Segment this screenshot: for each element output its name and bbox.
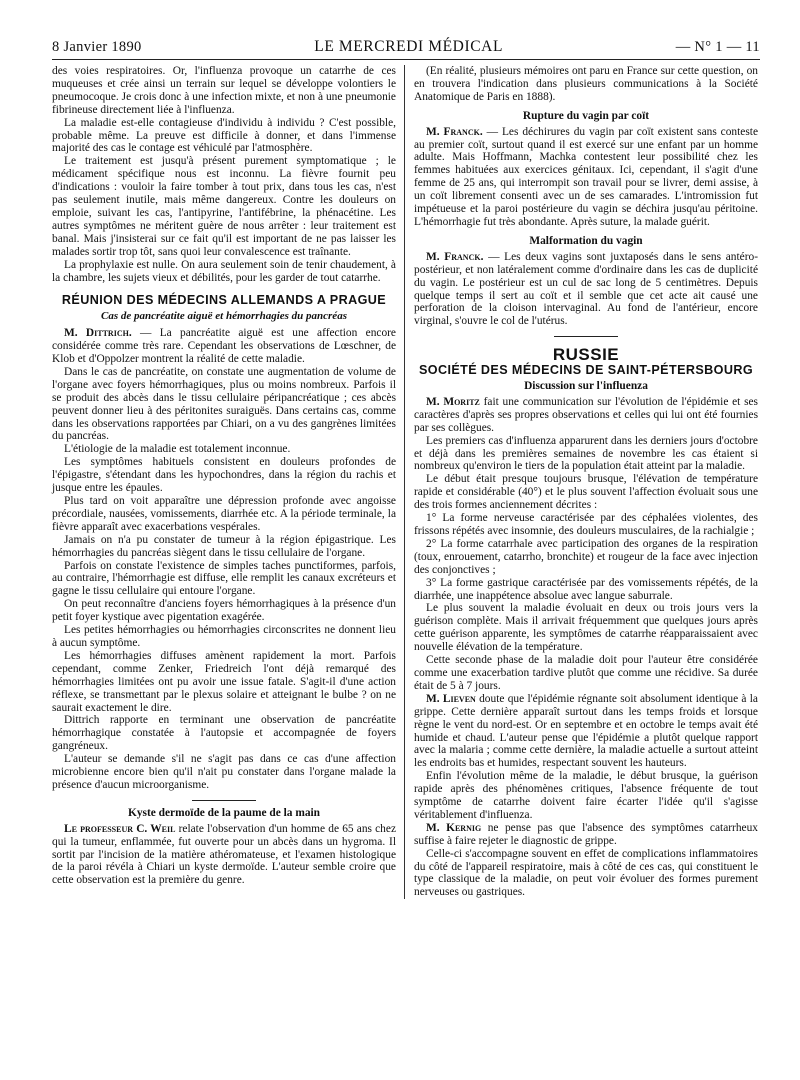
paragraph: 3° La forme gastrique caractérisée par des vomissements répétés, de la diarrhée, une inappétence absolue avec langue saburrale. [414,576,758,602]
paragraph: Le plus souvent la maladie évoluait en deux ou trois jours vers la guérison complète. Mais il arrivait fréquemment que quelques jours après cette guérison apparente, les symptômes de catarrhe réapparaissaient avec nouvelle élévation de la température. [414,602,758,654]
paragraph: L'auteur se demande s'il ne s'agit pas dans ce cas d'une affection microbienne encore bien qu'il n'ait pu constater dans l'organe malade la présence d'aucun microorganisme. [52,753,396,791]
paragraph: La prophylaxie est nulle. On aura seulement soin de tenir chaudement, à la chambre, les sujets vieux et débilités, pour les garder de tout catarrhe. [52,258,396,284]
running-header [52,38,760,60]
subheading-discussion: Discussion sur l'influenza [524,380,648,393]
header-journal-title: LE MERCREDI MÉDICAL [314,38,504,55]
paragraph-text: relate l'observation d'un homme de 65 ans chez qui la tumeur, enflammée, fut ouverte pour un abcès dans un hygroma. Il sortit par l'incision de la matière athéromateuse, et l'examen histologique de la paroi révéla à Chiari un kyste dermoïde. L'auteur semble croire que cette observation est la première du genre. [52,822,396,887]
paragraph [52,327,396,366]
right-column [404,65,758,899]
subheading-pancreatite: Cas de pancréatite aiguë et hémorrhagies du pancréas [101,310,347,323]
paragraph: Les hémorrhagies diffuses amènent rapidement la mort. Parfois cependant, comme Zenker, Friedreich l'ont déjà remarqué des hémorrhagies limitées ont pu avoir une issue fatale. S'agit-il d'une action réflexe, se transmettant par le plexus solaire et atteignant le bulbe ? on ne saurait exactement le dire. [52,649,396,714]
country-heading: RUSSIE [552,345,620,365]
paragraph: des voies respiratoires. Or, l'influenza provoque un catarrhe de ces muqueuses et crée ainsi un terrain sur lequel se développe volontiers le pneumocoque. Je crois donc à une infection mixte, et non à une pneumonie fibrineuse directement liée à l'influenza. [52,65,396,116]
paragraph-text: — Les deux vagins sont juxtaposés dans le sens antéro-postérieur, et non latéralement comme d'ordinaire dans les cas de duplicité du vagin. Le postérieur est un cul de sac long de 5 centimètres. Depuis quelque temps il sert au coït et il semble que cet acte ait causé une perforation de la cloison intervaginal. Au fond de l'antérieur, encore virginal, s'ouvre le col de l'utérus. [414,250,758,328]
paragraph [414,396,758,435]
paragraph: Dans le cas de pancréatite, on constate une augmentation de volume de l'organe avec foyers hémorrhagiques, plus ou moins nombreux. Parfois il se produit des abcès dans le tissu cellulaire péripancréatique ; ces abcès peuvent donner lieu à des péritonites suraiguës. Dans certains cas, comme dans les observations rapportées par Chiari, on a vu des gangrènes limitées du pancréas. [52,365,396,443]
paragraph: Le traitement est jusqu'à présent purement symptomatique ; le médicament spécifique nous est inconnu. La fièvre fournit peu d'indications : vouloir la faire tomber à tout prix, dans tous les cas, n'est pas seulement inutile, mais même dangereux. Contre les douleurs on emploie, suivant les cas, l'antipyrine, l'antifébrine, la phénacétine. Les autres symptômes ne méritent guère de nous arrêter : leur traitement est banal. Mais j'insisterai sur ce fait qu'il est important de ne pas laisser les malades sortir trop tôt, sans quoi leur convalescence est traînante. [52,155,396,258]
speaker-name: M. Moritz [426,395,480,408]
speaker-name: M. Lieven [426,692,476,705]
paragraph-text: fait une communication sur l'évolution de l'épidémie et ses caractères d'après ses propres observations et celles qui lui ont été fournies par ses collègues. [414,395,758,434]
speaker-name: M. Franck. [426,250,484,263]
subheading-rupture: Rupture du vagin par coït [522,109,650,122]
speaker-name: Le professeur C. Weil [64,822,176,835]
paragraph-text: — Les déchirures du vagin par coït existent sans conteste au premier coït, surtout quand il est exercé sur une enfant par un homme adulte. Mais Hoffmann, Machka contestent leur possibilité chez les femmes habituées aux exercices génitaux. Ici, cependant, il s'agit d'une femme de 25 ans, qui interrompit son travail pour se livrer, demi assise, à un coït librement consenti avec un de ses camarades. L'intromission fut impétueuse et la paroi postérieure du vagin se déchira jusqu'au péritoine. L'hémorrhagie fut très abondante. Après suture, la malade guérit. [414,125,759,228]
paragraph [52,823,396,888]
speaker-name: M. Dittrich. [64,327,132,340]
two-column-body [52,65,760,899]
speaker-name: M. Franck. [426,125,483,138]
paragraph: Dittrich rapporte en terminant une observation de pancréatite hémorrhagique constatée à l'autopsie et accompagnée de foyers gangréneux. [52,714,396,753]
paragraph: Celle-ci s'accompagne souvent en effet de complications inflammatoires du côté de l'appareil respiratoire, mais à côté de ces cas, qui constituent le type classique de la maladie, on peut voir évoluer des formes purement nerveuses ou gastriques. [414,847,758,899]
paragraph: 2° La forme catarrhale avec participation des organes de la respiration (toux, enrouement, catarrho, bronchite) et rougeur de la face avec injection des conjonctives ; [414,537,758,576]
paragraph: Plus tard on voit apparaître une dépression profonde avec angoisse précordiale, nausées, vomissements, diarrhée etc. A la période terminale, la fièvre apparaît avec exacerbations vespérales. [52,495,396,533]
section-divider [554,336,618,337]
left-column [52,65,404,899]
paragraph: Enfin l'évolution même de la maladie, le début brusque, la guérison rapide après des phénomènes critiques, l'absence fréquente de tout symptôme de catarrhe doivent faire écarter l'idée qu'il s'agisse véritablement d'influenza. [414,770,758,821]
section-heading-st-petersbourg: SOCIÉTÉ DES MÉDECINS DE SAINT-PÉTERSBOURG [418,363,754,378]
paragraph: Cette seconde phase de la maladie doit pour l'auteur être considérée comme une exacerbation tardive plutôt que comme une récidive. Sa durée était de 5 à 7 jours. [414,654,758,692]
paragraph: L'étiologie de la maladie est totalement inconnue. [64,443,291,456]
paragraph: Les symptômes habituels consistent en douleurs profondes de l'épigastre, s'étendant dans les hypochondres, dans la région du rachis et jusque entre les épaules. [52,456,396,495]
paragraph [414,822,758,848]
speaker-name: M. Kernig [426,821,482,834]
paragraph: Parfois on constate l'existence de simples taches punctiformes, parfois, au contraire, l'hémorrhagie est diffuse, elle remplit les canaux excréteurs et gagne le tissu cellulaire qui entoure l'organe. [52,559,396,598]
paragraph: Les premiers cas d'influenza apparurent dans les derniers jours d'octobre et déjà dans les premières semaines de novembre les cas étaient si nombreux qu'environ le tiers de la population était atteint par la maladie. [414,434,758,473]
paragraph-text: doute que l'épidémie régnante soit absolument identique à la grippe. Cette dernière apparaît surtout dans les temps froids et lorsque règne le vent du nord-est. Or en septembre et en octobre le temps avait été humide et chaud. L'auteur pense que l'épidémie a plutôt quelque rapport avec la malaria ; comme cette dernière, la maladie actuelle a surtout atteint les endroits bas et humides, respectant souvent les hauteurs. [414,692,758,770]
paragraph: On peut reconnaître d'anciens foyers hémorrhagiques à la présence d'un petit foyer kystique avec pigentation exagérée. [52,598,396,624]
paragraph [414,693,758,770]
paragraph [414,251,758,328]
section-divider [192,800,256,801]
paragraph: La maladie est-elle contagieuse d'individu à individu ? C'est possible, probable même. La preuve est difficile à donner, et dans l'immense majorité des cas le contage est véhiculé par l'atmosphère. [52,116,396,155]
paragraph: (En réalité, plusieurs mémoires ont paru en France sur cette question, on en trouvera l'indication dans plusieurs communications à la Société Anatomique de Paris en 1888). [414,65,758,103]
header-date: 8 Janvier 1890 [52,39,142,55]
subheading-malformation: Malformation du vagin [529,234,643,247]
subheading-kyste: Kyste dermoïde de la paume de la main [127,806,321,819]
section-heading-prague: RÉUNION DES MÉDECINS ALLEMANDS A PRAGUE [61,293,387,308]
paragraph [414,126,758,229]
paragraph: 1° La forme nerveuse caractérisée par des céphalées violentes, des frissons répétés avec insomnie, des douleurs musculaires, de la rachialgie ; [414,512,758,537]
paragraph-text: — La pancréatite aiguë est une affection encore considérée comme très rare. Cependant les observations de Lœschner, de Klob et d'Oppolzer montrent la réalité de cette maladie. [52,327,396,366]
header-page-number: — N° 1 — 11 [675,39,760,55]
paragraph: Jamais on n'a pu constater de tumeur à la région épigastrique. Les hémorrhagies du pancréas siègent dans le tissu cellulaire de l'organe. [52,533,396,559]
paragraph: Le début était presque toujours brusque, l'élévation de température rapide et considérable (40°) et le plus souvent l'affection évoluait sous une des trois formes anciennement décrites : [414,473,758,512]
paragraph-text: ne pense pas que l'absence des symptômes catarrheux suffise à faire rejeter le diagnostic de grippe. [414,821,758,847]
paragraph: Les petites hémorrhagies ou hémorrhagies circonscrites ne donnent lieu à aucun symptôme. [52,624,396,649]
